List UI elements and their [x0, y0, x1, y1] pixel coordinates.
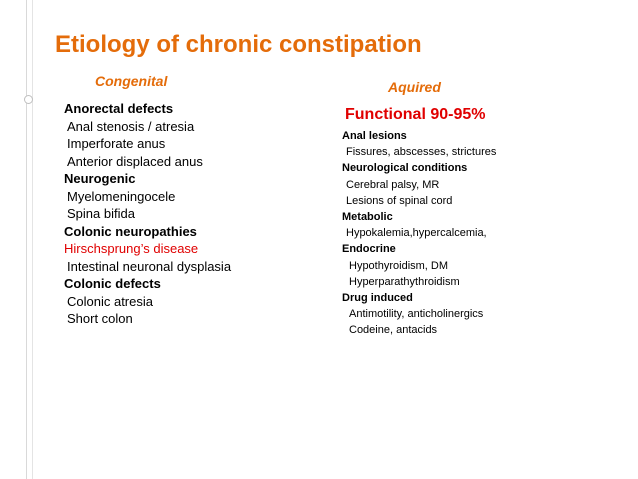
list-heading: Neurogenic	[64, 171, 136, 186]
list-item: Fissures, abscesses, strictures	[346, 146, 497, 159]
acquired-list	[342, 128, 496, 339]
list-item: Hypothyroidism, DM	[349, 259, 449, 272]
functional-label: Functional 90-95%	[345, 106, 486, 123]
list-heading: Colonic neuropathies	[64, 223, 197, 239]
congenital-list	[64, 100, 231, 328]
margin-rule-inner	[32, 0, 33, 479]
list-item: Anterior displaced anus	[67, 153, 203, 169]
list-item: Hyperparathythroidism	[349, 275, 460, 288]
list-item: Antimotility, anticholinergics	[349, 308, 484, 321]
congenital-heading: Congenital	[95, 73, 168, 89]
list-item: Colonic atresia	[67, 293, 153, 309]
list-item: Hirschsprung’s disease	[64, 241, 199, 256]
list-item: Spina bifida	[67, 206, 135, 221]
list-item: Imperforate anus	[67, 136, 166, 151]
list-item: Intestinal neuronal dysplasia	[67, 258, 232, 274]
list-item: Cerebral palsy, MR	[346, 178, 440, 191]
margin-rule-outer	[26, 0, 27, 479]
acquired-heading: Aquired	[388, 79, 441, 95]
list-heading: Drug induced	[342, 292, 413, 305]
list-heading: Colonic defects	[64, 276, 161, 291]
list-heading: Endocrine	[342, 243, 396, 256]
list-item: Short colon	[67, 311, 133, 326]
list-item: Myelomeningocele	[67, 188, 176, 204]
slide-title: Etiology of chronic constipation	[55, 31, 422, 58]
margin-dot	[24, 95, 33, 104]
list-item: Lesions of spinal cord	[346, 194, 453, 207]
list-item: Hypokalemia,hypercalcemia,	[346, 227, 487, 240]
list-heading: Anorectal defects	[64, 101, 174, 116]
list-heading: Neurological conditions	[342, 162, 468, 175]
list-item: Anal stenosis / atresia	[67, 118, 195, 134]
list-heading: Metabolic	[342, 211, 393, 224]
list-heading: Anal lesions	[342, 130, 407, 142]
list-item: Codeine, antacids	[349, 324, 438, 337]
